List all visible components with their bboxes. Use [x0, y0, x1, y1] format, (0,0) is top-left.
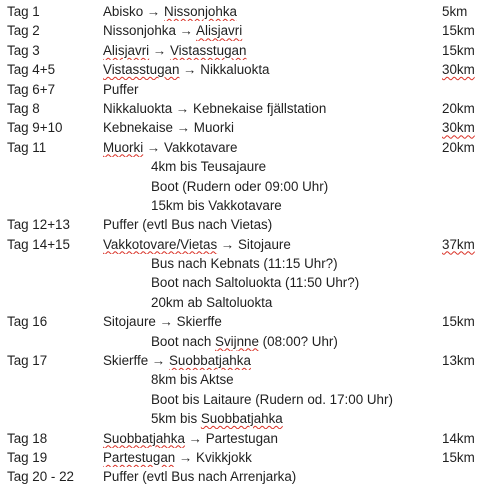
detail-cell[interactable] [103, 177, 439, 196]
distance-cell[interactable] [439, 177, 490, 196]
distance-cell[interactable] [439, 41, 490, 60]
detail-cell[interactable] [103, 409, 439, 428]
distance-cell[interactable] [439, 60, 490, 79]
route-cell[interactable] [103, 312, 439, 331]
route-text: 4km bis Teusajaure [151, 159, 267, 175]
distance-cell[interactable] [439, 293, 490, 312]
itinerary-row[interactable] [0, 21, 492, 40]
distance-cell[interactable] [439, 80, 490, 99]
day-cell[interactable] [0, 177, 103, 196]
distance-cell[interactable] [439, 448, 490, 467]
misspelled-word: Suobbatjahka [169, 353, 251, 369]
misspelled-word: Vistasstugan [103, 62, 180, 78]
misspelled-word: Svijnne [215, 333, 259, 349]
day-cell[interactable]: Tag 19 [7, 449, 48, 465]
day-cell[interactable]: Tag 17 [7, 353, 48, 369]
day-cell[interactable] [0, 157, 103, 176]
route-text: 8km bis Aktse [151, 372, 234, 388]
route-text: → Vakkotavare [143, 139, 238, 155]
distance-value: 15km [442, 314, 475, 330]
route-text: → Partestugan [184, 430, 278, 446]
detail-cell[interactable] [103, 293, 439, 312]
route-cell[interactable] [103, 429, 439, 448]
itinerary-subrow[interactable] [0, 177, 492, 196]
route-text: Puffer (evtl Bus nach Vietas) [103, 217, 273, 233]
distance-cell[interactable] [439, 390, 490, 409]
day-cell[interactable]: Tag 3 [7, 42, 40, 58]
itinerary-subrow[interactable] [0, 273, 492, 292]
itinerary-row[interactable] [0, 351, 492, 370]
day-cell[interactable]: Tag 8 [7, 100, 40, 116]
itinerary-subrow[interactable] [0, 370, 492, 389]
distance-value: 5km [442, 4, 468, 19]
route-cell[interactable] [103, 235, 439, 254]
detail-cell[interactable] [103, 332, 439, 351]
itinerary-subrow[interactable] [0, 390, 492, 409]
route-text: Puffer [103, 81, 139, 97]
day-cell[interactable] [0, 196, 103, 215]
itinerary-row[interactable] [0, 235, 492, 254]
route-text: Kebnekaise → Muorki [103, 120, 234, 136]
route-cell[interactable] [103, 467, 439, 486]
distance-cell[interactable] [439, 409, 490, 428]
distance-value: 37km [442, 236, 475, 252]
route-text: 20km ab Saltoluokta [151, 294, 273, 310]
route-cell[interactable] [103, 80, 439, 99]
route-cell[interactable] [103, 118, 439, 137]
route-text: (08:00? Uhr) [258, 333, 338, 349]
day-cell[interactable] [0, 254, 103, 273]
day-cell[interactable]: Tag 11 [7, 139, 47, 155]
route-cell[interactable] [103, 21, 439, 40]
route-text: Nikkaluokta → Kebnekaise fjällstation [103, 100, 327, 116]
day-cell[interactable] [0, 409, 103, 428]
distance-cell[interactable] [439, 215, 490, 234]
distance-value: 15km [442, 449, 475, 465]
itinerary-subrow[interactable] [0, 332, 492, 351]
day-cell[interactable]: Tag 14+15 [7, 236, 70, 252]
itinerary-row[interactable] [0, 215, 492, 234]
route-cell[interactable] [103, 41, 439, 60]
itinerary-row[interactable] [0, 429, 492, 448]
detail-cell[interactable] [103, 196, 439, 215]
itinerary-subrow[interactable] [0, 254, 492, 273]
route-text: Abisko → [103, 4, 165, 19]
day-cell[interactable]: Tag 16 [7, 314, 48, 330]
distance-cell[interactable] [439, 99, 490, 118]
misspelled-word: Suobbatjahka [200, 411, 283, 427]
distance-cell[interactable] [439, 273, 490, 292]
day-cell[interactable] [0, 390, 103, 409]
itinerary-row[interactable] [0, 2, 492, 21]
route-text: Boot (Rudern oder 09:00 Uhr) [151, 178, 329, 194]
itinerary-row[interactable] [0, 41, 492, 60]
distance-value: 20km [442, 139, 475, 155]
route-cell[interactable] [103, 99, 439, 118]
misspelled-word: Vakkotovare/Vietas [103, 236, 218, 252]
distance-cell[interactable] [439, 118, 490, 137]
route-cell[interactable] [103, 448, 439, 467]
distance-value: 15km [442, 42, 475, 58]
distance-cell[interactable] [439, 21, 490, 40]
route-cell[interactable] [103, 2, 439, 21]
distance-cell[interactable] [439, 467, 490, 486]
day-cell[interactable]: Tag 20 - 22 [7, 469, 74, 485]
itinerary-row[interactable] [0, 312, 492, 331]
distance-cell[interactable] [439, 429, 490, 448]
misspelled-word: Vistasstugan [169, 42, 247, 58]
detail-cell[interactable] [103, 370, 439, 389]
itinerary-subrow[interactable] [0, 196, 492, 215]
distance-cell[interactable] [439, 138, 490, 157]
route-cell[interactable] [103, 215, 439, 234]
route-text: Boot nach Saltoluokta (11:50 Uhr?) [151, 275, 360, 291]
itinerary-row[interactable] [0, 467, 492, 486]
distance-value: 13km [442, 353, 475, 369]
distance-cell[interactable] [439, 332, 490, 351]
distance-cell[interactable] [439, 351, 490, 370]
day-cell[interactable] [0, 332, 103, 351]
misspelled-word: Suobbatjahka [103, 430, 185, 446]
route-cell[interactable] [103, 351, 439, 370]
itinerary-row[interactable] [0, 138, 492, 157]
route-text: 15km bis Vakkotavare [151, 197, 282, 213]
distance-value: 20km [442, 100, 475, 116]
day-cell[interactable]: Tag 12+13 [7, 217, 70, 233]
itinerary-row[interactable] [0, 60, 492, 79]
detail-cell[interactable] [103, 157, 439, 176]
distance-value: 15km [442, 23, 475, 39]
day-cell[interactable] [0, 273, 103, 292]
day-cell[interactable]: Tag 4+5 [7, 62, 56, 78]
distance-cell[interactable] [439, 235, 490, 254]
route-cell[interactable] [103, 138, 439, 157]
detail-cell[interactable] [103, 254, 439, 273]
itinerary-row[interactable] [0, 118, 492, 137]
detail-cell[interactable] [103, 273, 439, 292]
route-text: Boot bis Laitaure (Rudern od. 17:00 Uhr) [151, 391, 393, 407]
itinerary-table [0, 2, 492, 494]
route-text: Skierffe → [103, 353, 169, 369]
day-cell[interactable]: Tag 9+10 [7, 120, 63, 136]
distance-cell[interactable] [439, 2, 490, 21]
route-text: → Kvikkjokk [175, 449, 252, 465]
day-cell[interactable] [0, 370, 103, 389]
day-cell[interactable]: Tag 18 [7, 430, 48, 446]
distance-value: 14km [442, 430, 475, 446]
distance-cell[interactable] [439, 157, 490, 176]
route-text: Sitojaure → Skierffe [103, 314, 222, 330]
day-cell[interactable] [0, 293, 103, 312]
route-text: → Sitojaure [217, 236, 291, 252]
misspelled-word: Partestugan [103, 449, 176, 465]
itinerary-subrow[interactable] [0, 293, 492, 312]
route-text: → Nikkaluokta [179, 62, 270, 78]
route-text: Bus nach Kebnats (11:15 Uhr?) [151, 256, 338, 272]
distance-cell[interactable] [439, 196, 490, 215]
day-cell[interactable]: Tag 6+7 [7, 81, 56, 97]
distance-cell[interactable] [439, 254, 490, 273]
misspelled-word: Alisjavri [196, 23, 243, 39]
route-text: → [149, 42, 170, 58]
itinerary-row[interactable] [0, 448, 492, 467]
distance-value: 30km [442, 62, 475, 78]
day-cell[interactable]: Tag 2 [7, 23, 40, 39]
itinerary-row[interactable] [0, 99, 492, 118]
distance-value: 30km [442, 120, 475, 136]
misspelled-word: Nissonjohka [164, 4, 237, 19]
day-cell[interactable]: Tag 1 [7, 4, 40, 19]
itinerary-subrow[interactable] [0, 409, 492, 428]
route-text: Boot nach [151, 333, 216, 349]
itinerary-row[interactable] [0, 80, 492, 99]
distance-cell[interactable] [439, 312, 490, 331]
distance-cell[interactable] [439, 370, 490, 389]
route-cell[interactable] [103, 60, 439, 79]
misspelled-word: Alisjavri [103, 42, 150, 58]
misspelled-word: Muorki [103, 139, 144, 155]
itinerary-subrow[interactable] [0, 157, 492, 176]
detail-cell[interactable] [103, 390, 439, 409]
route-text: 5km bis [151, 411, 201, 427]
route-text: Nissonjohka → [103, 23, 197, 39]
route-text: Puffer (evtl Bus nach Arrenjarka) [103, 469, 297, 485]
